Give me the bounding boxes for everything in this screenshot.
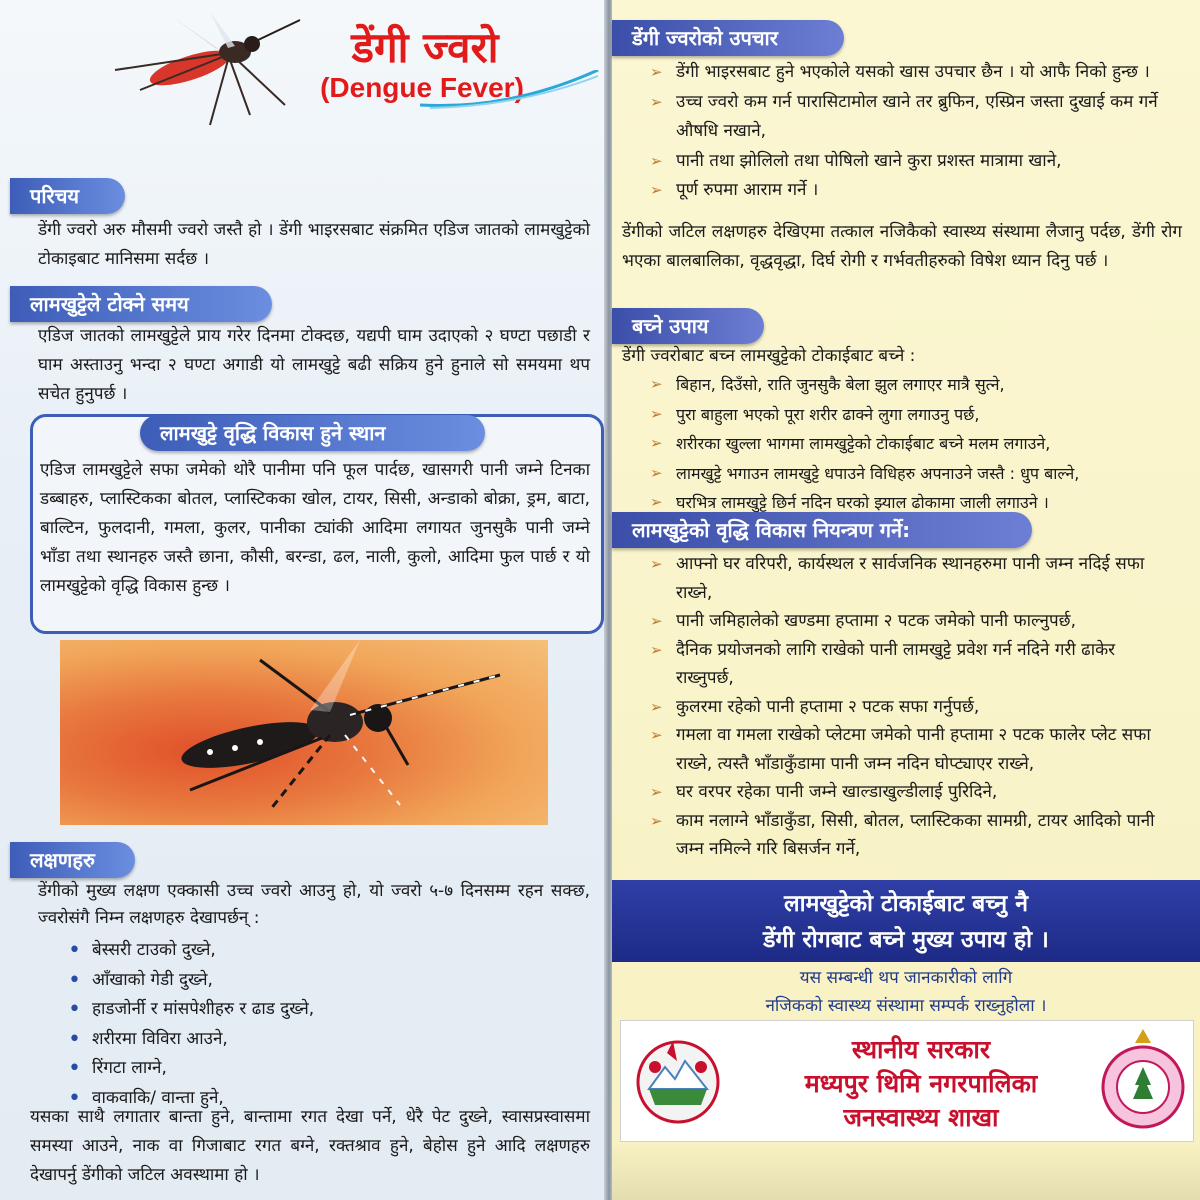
list-item: ➢ पूर्ण रुपमा आराम गर्ने । [650, 176, 1162, 206]
list-item: ➢ घरभित्र लामखुट्टे छिर्न नदिन घरको झ्याल ढोकामा जाली लगाउने । [650, 488, 1190, 518]
municipality-footer [620, 1020, 1194, 1142]
control-heading: लामखुट्टेको वृद्धि विकास नियन्त्रण गर्ने: [612, 512, 1032, 548]
list-item: • शरीरमा विविरा आउने, [66, 1025, 566, 1055]
footer-line-1: स्थानीय सरकार [851, 1035, 991, 1064]
intro-text: डेंगी ज्वरो अरु मौसमी ज्वरो जस्तै हो । डेंगी भाइरसबाट संक्रमित एडिज जातको लामखुट्टेको टोकाइबाट मानिसमा सर्दछ । [38, 220, 590, 269]
decorative-swoosh [420, 70, 600, 110]
treatment-note: डेंगीको जटिल लक्षणहरु देखिएमा तत्काल नजिकैको स्वास्थ्य संस्थामा लैजानु पर्दछ, डेंगी रोग भएका बालबालिका, वृद्धवृद्धा, दिर्घ रोगी र गर्भवतीहरुको विषेश ध्यान दिनु पर्छ । [622, 222, 1182, 271]
list-item: ➢ शरीरका खुल्ला भागमा लामखुट्टेको टोकाईबाट बच्ने मलम लगाउने, [650, 429, 1190, 459]
mosquito-photo [60, 640, 548, 825]
symptoms-heading: लक्षणहरु [10, 842, 135, 878]
footer-line-3: जनस्वास्थ्य शाखा [843, 1103, 999, 1132]
bottom-strip [612, 1145, 1200, 1200]
more-info [612, 964, 1200, 1020]
list-item: ➢ बिहान, दिउँसो, राति जुनसुकै बेला झुल लगाएर मात्रै सुत्ने, [650, 370, 1190, 400]
bite-time-heading: लामखुट्टेले टोक्ने समय [10, 286, 272, 322]
treatment-list [650, 58, 1162, 206]
prevention-list [650, 370, 1190, 518]
banner-line-2: डेंगी रोगबाट बच्ने मुख्य उपाय हो । [763, 927, 1049, 953]
government-text [731, 1033, 1111, 1135]
more-info-line-1: यस सम्बन्धी थप जानकारीको लागि [799, 968, 1013, 988]
list-item: ➢ पानी तथा झोलिलो तथा पोषिलो खाने कुरा प्रशस्त मात्रामा खाने, [650, 147, 1162, 177]
prevention-heading: बच्ने उपाय [612, 308, 764, 344]
list-item: ➢ आफ्नो घर वरिपरी, कार्यस्थल र सार्वजनिक स्थानहरुमा पानी जम्न नदिई सफा राख्ने, [650, 550, 1170, 607]
list-item: ➢ उच्च ज्वरो कम गर्न पारासिटामोल खाने तर ब्रुफिन, एस्प्रिन जस्ता दुखाई कम गर्ने औषधि नखाने, [650, 88, 1162, 147]
treatment-heading: डेंगी ज्वरोको उपचार [612, 20, 844, 56]
list-item: • वाकवाकि/ वान्ता हुने, [66, 1084, 566, 1114]
list-item: • हाडजोर्नी र मांसपेशीहरु र ढाड दुख्ने, [66, 995, 566, 1025]
list-item: ➢ पुरा बाहुला भएको पूरा शरीर ढाक्ने लुगा लगाउनु पर्छ, [650, 400, 1190, 430]
list-item: ➢ कुलरमा रहेको पानी हप्तामा २ पटक सफा गर्नुपर्छ, [650, 693, 1170, 722]
control-list [650, 550, 1170, 864]
title-nepali: डेंगी ज्वरो [351, 23, 499, 72]
title-english: (Dengue Fever) [320, 72, 524, 103]
list-item: • आँखाको गेडी दुख्ने, [66, 966, 566, 996]
list-item: ➢ काम नलाग्ने भाँडाकुँडा, सिसी, बोतल, प्लास्टिकका सामग्री, टायर आदिको पानी जम्न नमिल्ने गरि बिसर्जन गर्ने, [650, 807, 1170, 864]
bite-time-text: एडिज जातको लामखुट्टेले प्राय गरेर दिनमा टोक्दछ, यद्यपी घाम उदाएको २ घण्टा पछाडी र घाम अस्ताउनु भन्दा २ घण्टा अगाडी यो लामखुट्टे बढी सक्रिय हुने हुनाले सो समयमा थप सचेत हुनुपर्छ । [38, 326, 590, 404]
breeding-text: एडिज लामखुट्टेले सफा जमेको थोरै पानीमा पनि फूल पार्दछ, खासगरी पानी जम्ने टिनका डब्बाहरु, प्लास्टिकका बोतल, प्लास्टिकका खोल, टायर, सिसी, अन्डाको बोक्रा, ड्रम, बाटा, बाल्टिन, फुलदानी, गमला, कुलर, पानीका ट्यांकी आदिमा लगायत जुनसुकै पानी जम्ने भाँडा तथा स्थानहरु जस्तै छाना, कौसी, बरन्डा, ढल, नाली, कुलो, आदिमा फुल पार्छ र यो लामखुट्टेको वृद्धि विकास हुन्छ । [40, 460, 590, 596]
nepal-emblem-icon [635, 1039, 721, 1125]
list-item: ➢ दैनिक प्रयोजनको लागि राखेको पानी लामखुट्टे प्रवेश गर्न नदिने गरी ढाकेर राख्नुपर्छ, [650, 636, 1170, 693]
symptoms-list [66, 936, 566, 1113]
list-item: • बेस्सरी टाउको दुख्ने, [66, 936, 566, 966]
intro-heading: परिचय [10, 178, 125, 214]
list-item: ➢ गमला वा गमला राखेको प्लेटमा जमेको पानी हप्तामा २ पटक फालेर प्लेट सफा राख्ने, त्यस्तै भाँडाकुँडामा पानी जम्न नदिन घोप्ट्याएर राख्ने, [650, 721, 1170, 778]
footer-line-2: मध्यपुर थिमि नगरपालिका [804, 1069, 1038, 1098]
symptoms-intro: डेंगीको मुख्य लक्षण एक्कासी उच्च ज्वरो आउनु हो, यो ज्वरो ५-७ दिनसम्म रहन सक्छ, ज्वरोसंगै निम्न लक्षणहरु देखापर्छन् : [38, 881, 590, 928]
list-item: ➢ डेंगी भाइरसबाट हुने भएकोले यसको खास उपचार छैन । यो आफै निको हुन्छ । [650, 58, 1162, 88]
breeding-heading: लामखुट्टे वृद्धि विकास हुने स्थान [140, 415, 485, 451]
more-info-line-2: नजिकको स्वास्थ्य संस्थामा सम्पर्क राख्नुहोला । [765, 996, 1047, 1016]
list-item: ➢ पानी जमिहालेको खण्डमा हप्तामा २ पटक जमेको पानी फाल्नुपर्छ, [650, 607, 1170, 636]
list-item: • रिंगटा लाग्ने, [66, 1054, 566, 1084]
banner-line-1: लामखुट्टेको टोकाईबाट बच्नु नै [784, 891, 1028, 917]
mosquito-on-skin-icon [60, 640, 548, 825]
thimi-municipality-logo-icon [1099, 1029, 1187, 1133]
list-item: ➢ लामखुट्टे भगाउन लामखुट्टे धपाउने विधिहरु अपनाउने जस्तै : धुप बाल्ने, [650, 459, 1190, 489]
mosquito-illustration-icon [100, 10, 310, 140]
key-message-banner [612, 880, 1200, 962]
list-item: ➢ घर वरपर रहेका पानी जम्ने खाल्डाखुल्डीलाई पुरिदिने, [650, 778, 1170, 807]
prevention-intro: डेंगी ज्वरोबाट बच्न लामखुट्टेको टोकाईबाट बच्ने : [622, 346, 916, 366]
symptoms-outro: यसका साथै लगातार बान्ता हुने, बान्तामा रगत देखा पर्ने, धेरै पेट दुख्ने, स्वासप्रस्वासमा समस्या आउने, नाक वा गिजाबाट रगत बग्ने, रक्तश्राव हुने, बेहोस हुने आदि लक्षणहरु देखापर्नु डेंगीको जटिल अवस्थामा हो । [30, 1107, 590, 1185]
